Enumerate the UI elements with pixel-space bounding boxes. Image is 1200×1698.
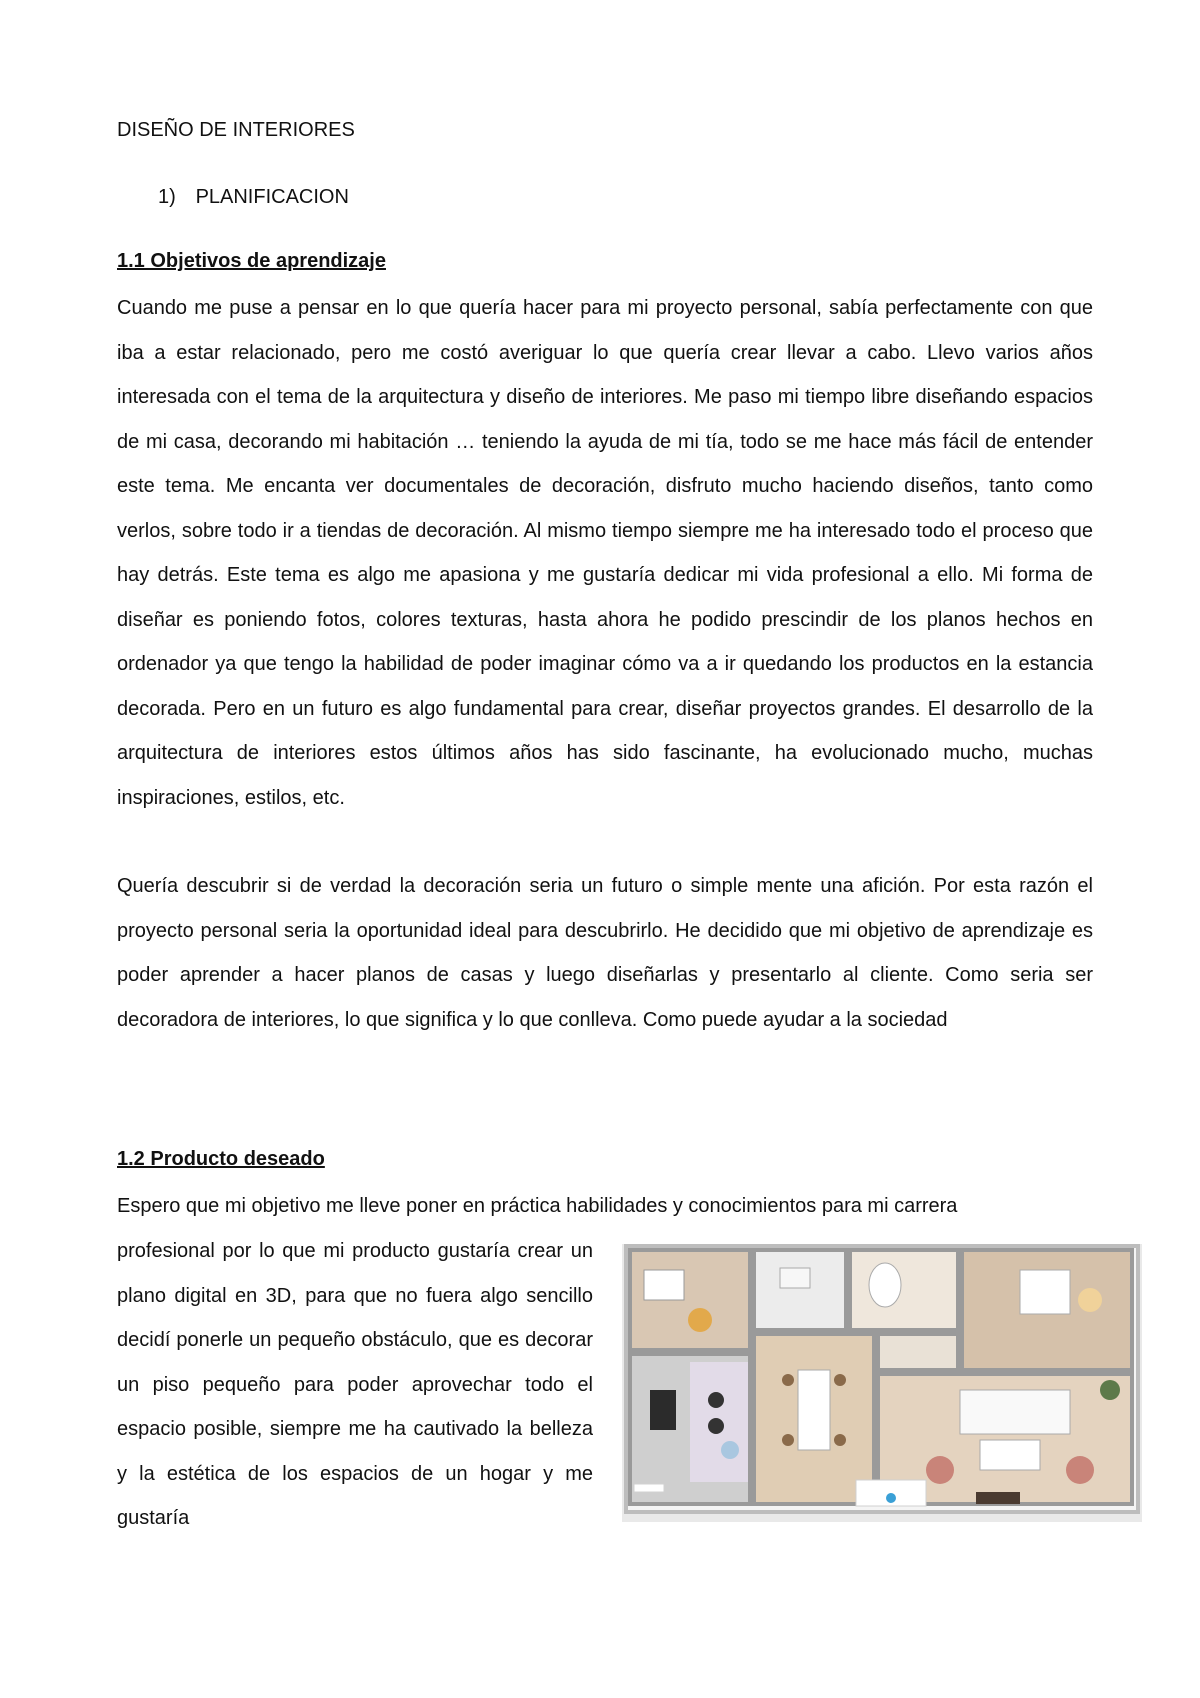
floor-plan-3d-render xyxy=(620,1240,1146,1526)
objectives-heading: 1.1 Objetivos de aprendizaje xyxy=(117,250,386,272)
product-paragraph: profesional por lo que mi producto gustaría crear un plano digital en 3D, para que no fuera algo sencillo decidí ponerle un pequeño obstáculo, que es decorar un piso pequeño para poder aprovechar todo el espacio posible, siempre me ha cautivado la belleza y la estética de los espacios de un hogar y me gustaría xyxy=(117,1240,593,1529)
objectives-paragraph-2: Quería descubrir si de verdad la decoración seria un futuro o simple mente una afición. Por esta razón el proyecto personal seria la oportunidad ideal para descubrirlo. He decidido que mi objetivo de aprendizaje es poder aprender a hacer planos de casas y luego diseñarlas y presentarlo al cliente. Como seria ser decoradora de interiores, lo que significa y lo que conlleva. Como puede ayudar a la sociedad xyxy=(117,875,1093,1031)
section-title: PLANIFICACION xyxy=(195,186,349,208)
objectives-paragraph-1: Cuando me puse a pensar en lo que quería hacer para mi proyecto personal, sabía perfectamente con que iba a estar relacionado, pero me costó averiguar lo que quería crear llevar a cabo. Llevo varios años interesada con el tema de la arquitectura y diseño de interiores. Me paso mi tiempo libre diseñando espacios de mi casa, decorando mi habitación … teniendo la ayuda de mi tía, todo se me hace más fácil de entender este tema. Me encanta ver documentales de decoración, disfruto mucho haciendo diseños, tanto como verlos, sobre todo ir a tiendas de decoración. Al mismo tiempo siempre me ha interesado todo el proceso que hay detrás. Este tema es algo me apasiona y me gustaría dedicar mi vida profesional a ello. Mi forma de diseñar es poniendo fotos, colores texturas, hasta ahora he podido prescindir de los planos hechos en ordenador ya que tengo la habilidad de poder imaginar cómo va a ir quedando los productos en la estancia decorada. Pero en un futuro es algo fundamental para crear, diseñar proyectos grandes. El desarrollo de la arquitectura de interiores estos últimos años has sido fascinante, ha evolucionado mucho, muchas inspiraciones, estilos, etc. xyxy=(117,297,1093,809)
product-heading: 1.2 Producto deseado xyxy=(117,1148,325,1170)
section-number: 1) xyxy=(158,186,176,208)
document-title: DISEÑO DE INTERIORES xyxy=(117,119,355,141)
product-line-1: Espero que mi objetivo me lleve poner en práctica habilidades y conocimientos para mi carrera xyxy=(117,1195,958,1217)
section-heading xyxy=(158,186,349,209)
